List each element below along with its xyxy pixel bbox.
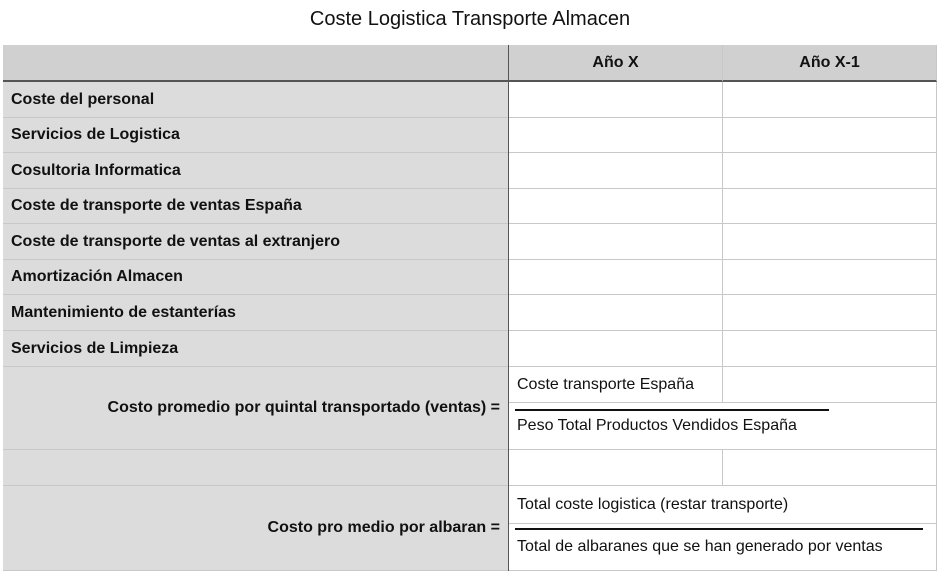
cell-year-x-1[interactable]: [723, 189, 937, 224]
cell-year-x-1[interactable]: [723, 118, 937, 153]
formula-numerator[interactable]: Coste transporte España: [509, 367, 723, 403]
cell-year-x-1[interactable]: [723, 367, 937, 403]
row-label: Coste de transporte de ventas España: [3, 189, 509, 224]
page-title: Coste Logistica Transporte Almacen: [309, 8, 631, 30]
cost-table: [3, 45, 937, 571]
row-label: Servicios de Logistica: [3, 118, 509, 153]
row-label: Mantenimiento de estanterías: [3, 295, 509, 331]
cell-year-x-1[interactable]: [723, 331, 937, 367]
cell-year-x[interactable]: [509, 82, 723, 118]
cell-year-x-1[interactable]: [723, 450, 937, 486]
row-label: Servicios de Limpieza: [3, 331, 509, 367]
cell-year-x-1[interactable]: [723, 295, 937, 331]
header-year-x-1: Año X-1: [723, 45, 937, 82]
column-divider: [508, 45, 509, 571]
formula-denominator[interactable]: Total de albaranes que se han generado por ventas: [509, 524, 937, 571]
header-year-x: Año X: [509, 45, 723, 82]
cell-year-x-1[interactable]: [723, 153, 937, 189]
cell-year-x[interactable]: [509, 260, 723, 295]
cell-year-x-1[interactable]: [723, 82, 937, 118]
cell-year-x-1[interactable]: [723, 224, 937, 260]
row-label: Coste de transporte de ventas al extranjero: [3, 224, 509, 260]
formula-denominator[interactable]: Peso Total Productos Vendidos España: [509, 403, 937, 450]
header-label-cell: [3, 45, 509, 82]
cell-year-x[interactable]: [509, 189, 723, 224]
row-label: Amortización Almacen: [3, 260, 509, 295]
row-label: Cosultoria Informatica: [3, 153, 509, 189]
formula-numerator[interactable]: Total coste logistica (restar transporte): [509, 486, 937, 524]
cell-year-x[interactable]: [509, 450, 723, 486]
cell-year-x[interactable]: [509, 295, 723, 331]
row-label: Coste del personal: [3, 82, 509, 118]
cell-year-x[interactable]: [509, 118, 723, 153]
row-label: [3, 450, 509, 486]
cell-year-x[interactable]: [509, 224, 723, 260]
cell-year-x[interactable]: [509, 331, 723, 367]
formula-label: Costo promedio por quintal transportado (ventas) =: [3, 367, 509, 450]
cell-year-x[interactable]: [509, 153, 723, 189]
cell-year-x-1[interactable]: [723, 260, 937, 295]
fraction-bar: [515, 528, 923, 530]
formula-label: Costo pro medio por albaran =: [3, 486, 509, 571]
fraction-bar: [515, 409, 829, 411]
